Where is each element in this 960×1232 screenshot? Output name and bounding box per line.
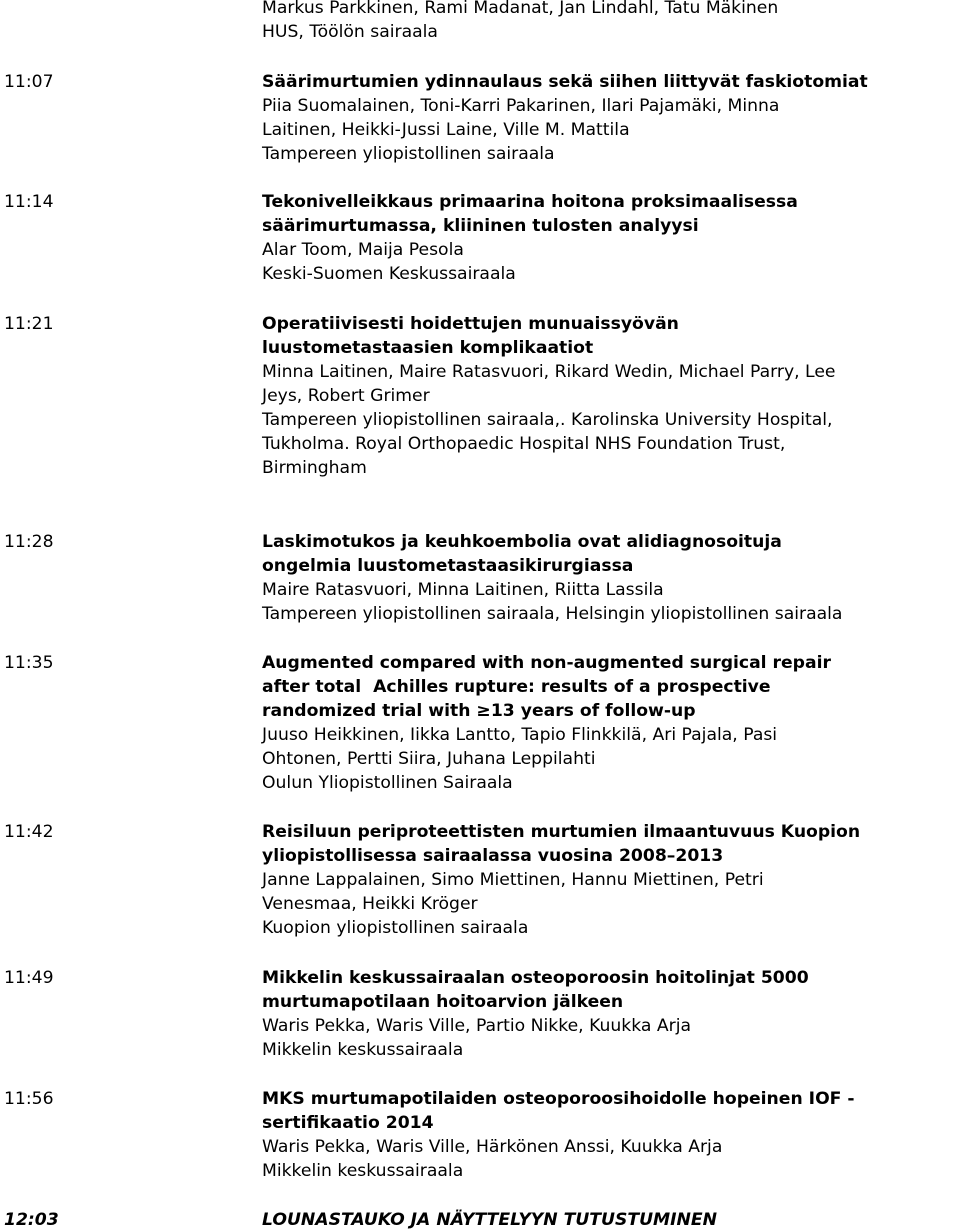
session-title: Augmented compared with non-augmented surgical repair bbox=[262, 653, 831, 673]
session-title: Mikkelin keskussairaalan osteoporoosin hoitolinjat 5000 bbox=[262, 968, 809, 988]
session-title: after total Achilles rupture: results of a prospective bbox=[262, 677, 771, 697]
session-authors: Ohtonen, Pertti Siira, Juhana Leppilahti bbox=[262, 749, 596, 769]
lunch-content bbox=[262, 1208, 952, 1232]
session-authors: Janne Lappalainen, Simo Miettinen, Hannu Miettinen, Petri bbox=[262, 870, 764, 890]
intro-content bbox=[262, 0, 952, 44]
session-time: 11:56 bbox=[4, 1089, 54, 1109]
session-title: Operatiivisesti hoidettujen munuaissyövän bbox=[262, 314, 679, 334]
session-authors: Maire Ratasvuori, Minna Laitinen, Riitta Lassila bbox=[262, 580, 664, 600]
session-authors: Minna Laitinen, Maire Ratasvuori, Rikard Wedin, Michael Parry, Lee bbox=[262, 362, 836, 382]
session-title: murtumapotilaan hoitoarvion jälkeen bbox=[262, 992, 624, 1012]
session-authors: Waris Pekka, Waris Ville, Partio Nikke, Kuukka Arja bbox=[262, 1016, 692, 1036]
session-content bbox=[262, 190, 952, 286]
session-content bbox=[262, 820, 952, 940]
session-content bbox=[262, 966, 952, 1062]
session-content bbox=[262, 1087, 952, 1183]
session-title: randomized trial with ≥13 years of follow-up bbox=[262, 701, 696, 721]
session-affiliation: Tampereen yliopistollinen sairaala bbox=[262, 144, 555, 164]
session-time: 11:07 bbox=[4, 72, 54, 92]
session-affiliation: Mikkelin keskussairaala bbox=[262, 1040, 464, 1060]
session-affiliation: Keski-Suomen Keskussairaala bbox=[262, 264, 516, 284]
session-authors: Venesmaa, Heikki Kröger bbox=[262, 894, 478, 914]
session-authors: Juuso Heikkinen, Iikka Lantto, Tapio Flinkkilä, Ari Pajala, Pasi bbox=[262, 725, 778, 745]
session-time: 11:42 bbox=[4, 822, 54, 842]
session-authors: Alar Toom, Maija Pesola bbox=[262, 240, 464, 260]
session-affiliation: Mikkelin keskussairaala bbox=[262, 1161, 464, 1181]
session-affiliation: Birmingham bbox=[262, 458, 367, 478]
session-authors: Jeys, Robert Grimer bbox=[262, 386, 430, 406]
session-title: ongelmia luustometastaasikirurgiassa bbox=[262, 556, 634, 576]
session-time: 11:35 bbox=[4, 653, 54, 673]
session-affiliation: Kuopion yliopistollinen sairaala bbox=[262, 918, 529, 938]
intro-authors: Markus Parkkinen, Rami Madanat, Jan Lindahl, Tatu Mäkinen bbox=[262, 0, 779, 18]
session-content bbox=[262, 651, 952, 795]
session-title: Säärimurtumien ydinnaulaus sekä siihen liittyvät faskiotomiat bbox=[262, 72, 868, 92]
session-title: säärimurtumassa, kliininen tulosten analyysi bbox=[262, 216, 699, 236]
intro-affiliation: HUS, Töölön sairaala bbox=[262, 22, 438, 42]
lunch-time: 12:03 bbox=[4, 1210, 59, 1230]
session-time: 11:14 bbox=[4, 192, 54, 212]
session-affiliation: Oulun Yliopistollinen Sairaala bbox=[262, 773, 513, 793]
session-time: 11:49 bbox=[4, 968, 54, 988]
session-authors: Waris Pekka, Waris Ville, Härkönen Anssi, Kuukka Arja bbox=[262, 1137, 723, 1157]
session-affiliation: Tampereen yliopistollinen sairaala, Helsingin yliopistollinen sairaala bbox=[262, 604, 843, 624]
session-authors: Piia Suomalainen, Toni-Karri Pakarinen, Ilari Pajamäki, Minna bbox=[262, 96, 780, 116]
session-title: luustometastaasien komplikaatiot bbox=[262, 338, 594, 358]
session-time: 11:21 bbox=[4, 314, 54, 334]
session-affiliation: Tampereen yliopistollinen sairaala,. Karolinska University Hospital, bbox=[262, 410, 833, 430]
session-title: Laskimotukos ja keuhkoembolia ovat alidiagnosoituja bbox=[262, 532, 782, 552]
session-content bbox=[262, 70, 952, 166]
session-title: Tekonivelleikkaus primaarina hoitona proksimaalisessa bbox=[262, 192, 798, 212]
session-title: yliopistollisessa sairaalassa vuosina 2008–2013 bbox=[262, 846, 724, 866]
lunch-label: LOUNASTAUKO JA NÄYTTELYYN TUTUSTUMINEN bbox=[262, 1210, 718, 1230]
session-content bbox=[262, 530, 952, 626]
session-authors: Laitinen, Heikki-Jussi Laine, Ville M. Mattila bbox=[262, 120, 630, 140]
session-time: 11:28 bbox=[4, 532, 54, 552]
session-title: MKS murtumapotilaiden osteoporoosihoidolle hopeinen IOF - bbox=[262, 1089, 855, 1109]
session-content bbox=[262, 312, 952, 480]
session-affiliation: Tukholma. Royal Orthopaedic Hospital NHS Foundation Trust, bbox=[262, 434, 786, 454]
session-title: Reisiluun periproteettisten murtumien ilmaantuvuus Kuopion bbox=[262, 822, 861, 842]
session-title: sertifikaatio 2014 bbox=[262, 1113, 434, 1133]
